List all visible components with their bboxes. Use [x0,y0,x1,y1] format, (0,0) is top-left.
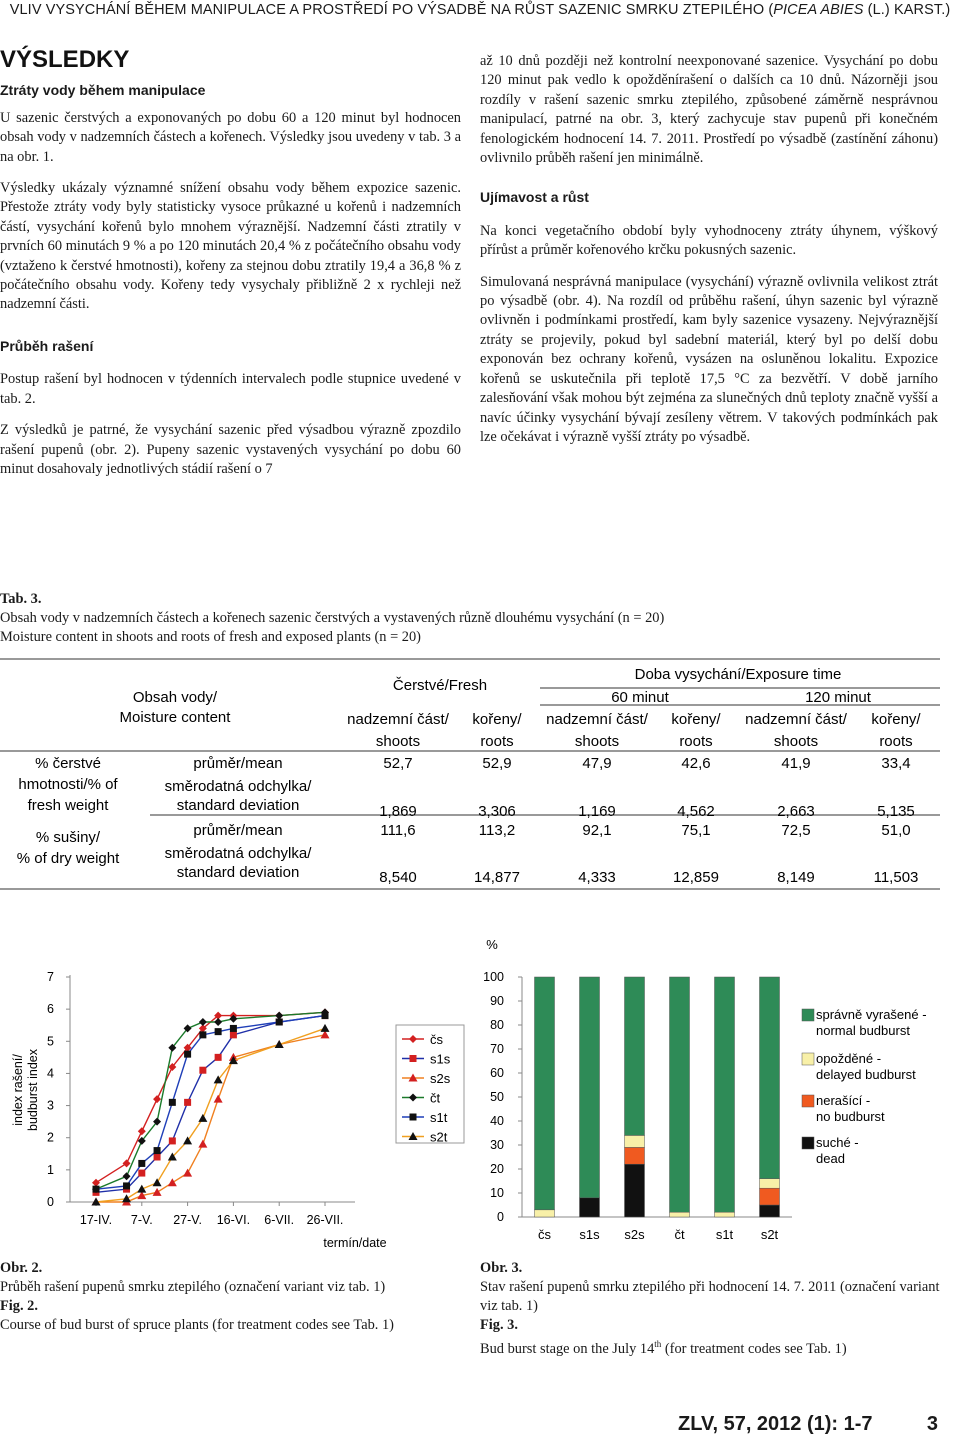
table-row-label-sd: směrodatná odchylka/ standard deviation [164,845,312,881]
y-tick-label: 1 [47,1162,54,1177]
table-row-label-mean: průměr/mean [193,755,283,772]
budburst-line-chart [0,935,470,1260]
table-row-groups [17,755,312,881]
data-point-s2t [137,1185,146,1193]
subheading-budburst: Průběh rašení [0,337,94,354]
table-roots-header: kořeny/ roots [671,711,721,750]
x-axis-title: termín/date [323,1236,387,1250]
table-cell: 111,6 [380,822,416,839]
data-point-s2s [153,1188,162,1196]
data-point-s2t [321,1024,330,1032]
section-title: VÝSLEDKY [0,46,130,73]
table-cell: 12,859 [673,869,719,886]
data-point-s2t [153,1178,162,1186]
data-point-s1t [199,1031,206,1038]
table-cell: 33,4 [881,755,911,772]
series-line-s2s [96,1035,325,1202]
x-tick-label: s2s [624,1227,645,1242]
table-svg [0,658,940,890]
data-point-s1t [169,1099,176,1106]
data-point-s2s [198,1140,207,1148]
data-point-čt [199,1018,207,1026]
data-point-s1t [230,1025,237,1032]
y-tick-label: 3 [47,1098,54,1113]
table-cell: 4,562 [677,803,715,820]
legend-label: opožděné -delayed budburst [816,1051,916,1082]
y-tick-label: 70 [490,1042,504,1056]
x-tick-label: 17-IV. [79,1213,113,1227]
legend-label-čt: čt [430,1090,441,1106]
fig2-en-label: Fig. 2. [0,1298,38,1314]
x-tick-label: s1s [579,1227,600,1242]
data-point-s2t [183,1136,192,1144]
y-tick-label: 80 [490,1018,504,1032]
data-point-s1t [184,1051,191,1058]
data-point-čt [214,1018,222,1026]
table-cell: 1,869 [379,803,417,820]
bar-segment-s2t [760,1188,780,1205]
table-cell: 1,169 [578,803,616,820]
fig3-label: Obr. 3. [480,1260,523,1276]
data-point-s1t [154,1147,161,1154]
table-group-fresh-weight: % čerstvé hmotnosti/% of fresh weight [18,755,118,814]
bar-chart-svg [472,935,960,1260]
data-point-s1s [184,1099,191,1106]
legend-label-s2t: s2t [430,1129,448,1145]
bar-segment-s1t [715,1212,735,1217]
data-point-s2s [214,1095,223,1103]
x-tick-label: 7-V. [130,1213,153,1227]
legend-label-čs: čs [430,1032,443,1047]
data-point-čt [275,1012,283,1020]
table-cell: 11,503 [873,869,919,886]
table-roots-header: kořeny/ roots [472,711,522,750]
y-tick-label: 0 [497,1210,504,1224]
table-cell: 5,135 [877,803,915,820]
table-label: Tab. 3. [0,591,42,607]
data-point-čt [123,1172,131,1180]
table-cell: 41,9 [781,755,811,772]
paragraph: U sazenic čerstvých a exponovaných po dobu 60 a 120 minut byl hodnocen obsah vody v nadzemních částech a kořenech. Výsledky jsou uvedeny v tab. 3 a na obr. 1. [0,109,461,165]
paragraph: až 10 dnů později než kontrolní neexponované sazenice. Vysychání po dobu 120 minut pak vedlo k opožděnírašení o dalších ca 10 dnů. Názorněji jsou rozdíly v rašení sazenic smrku ztepilého, způsobené záměrně nesprávnou manipulací, patrné na obr. 3, který zachycuje stav pupenů při konečném fenologickém hodnocení 14. 7. 2011. Prostředí po výsadbě (zastínění záhonu) ovlivnilo průběh rašení jen minimálně. [480,53,938,167]
series-line-s2t [96,1028,325,1202]
table-shoots-header: nadzemní část/ shoots [347,711,449,750]
data-point-čs [123,1159,131,1167]
table-caption-cz: Obsah vody v nadzemních částech a kořenech sazenic čerstvých a vystavených různě dlouhému vysychání (n = 20) [0,610,665,626]
y-tick-label: 30 [490,1138,504,1152]
table-60min-header: 60 minut [611,689,669,706]
bar-segment-s2t [760,1205,780,1217]
legend-label-s2s: s2s [430,1071,451,1086]
fig3-caption [480,1259,940,1359]
data-point-čs [138,1127,146,1135]
data-point-s1t [93,1186,100,1193]
legend-marker-s1s [410,1055,417,1062]
table-caption [0,590,960,647]
paragraph: Z výsledků je patrné, že vysychání sazenic před výsadbou výrazně zpozdilo rašení pupenů (obr. 2). Pupeny sazenic vystavených vysychání po dobu 60 minut dosahovaly jednotlivých stádií rašení o 7 [0,422,461,477]
table-cell: 113,2 [478,822,516,839]
bar-segment-s2s [625,1147,645,1164]
legend-label: správně vyrašené -normal budburst [816,1007,927,1038]
legend-swatch [802,1095,814,1107]
fig3-en-label: Fig. 3. [480,1317,518,1333]
x-tick-label: čt [674,1227,685,1242]
table-cell: 92,1 [582,822,612,839]
right-column [480,52,938,447]
table-cells [379,755,918,886]
y-axis-title: % [486,937,498,952]
x-tick-label: 26-VII. [306,1213,344,1227]
y-tick-label: 20 [490,1162,504,1176]
paragraph: Výsledky ukázaly významné snížení obsahu vody během expozice sazenic. Přestože ztráty vody byly statisticky vysoce průkazné u kořenů i nadzemních částí, vysychání kořenů bylo mnohem výraznější. Nadzemní části ztratily v prvních 60 minutách 9 % a po 120 minutách 20,4 % z počátečního obsahu vody (vztaženo k čerstvé hmotnosti), kořeny za stejnou dobu ztratily 19,4 a 36,8 % z počátečního obsahu vody. Kořeny tedy vysychaly přibližně 2 x rychleji než nadzemní části. [0,180,461,313]
left-column [0,46,461,479]
data-point-s2t [198,1114,207,1122]
table-exposure-header: Doba vysychání/Exposure time [634,666,842,683]
y-tick-label: 4 [47,1066,54,1081]
bar-segment-s2t [760,977,780,1179]
subheading-water-loss: Ztráty vody během manipulace [0,82,206,99]
data-point-s1t [215,1028,222,1035]
y-tick-label: 90 [490,994,504,1008]
data-point-s1s [215,1054,222,1061]
data-point-s2s [183,1169,192,1177]
table-cell: 52,9 [482,755,512,772]
table-cell: 14,877 [474,869,520,886]
table-cell: 75,1 [681,822,711,839]
legend-swatch [802,1137,814,1149]
fig2-caption-cz: Průběh rašení pupenů smrku ztepilého (označení variant viz tab. 1) [0,1279,386,1295]
bar-segment-s2s [625,977,645,1135]
data-point-s1s [169,1137,176,1144]
x-tick-label: 16-VI. [216,1213,251,1227]
y-tick-label: 10 [490,1186,504,1200]
data-point-čs [153,1095,161,1103]
y-tick-label: 2 [47,1130,54,1145]
legend-swatch [802,1053,814,1065]
x-tick-label: s1t [715,1227,734,1242]
data-point-s1t [276,1019,283,1026]
bar-segment-čs [535,977,555,1210]
table-120min-header: 120 minut [805,689,871,706]
table-cell: 8,149 [777,869,815,886]
y-axis-title: index rašení/budburst index [11,1048,40,1132]
table-shoots-header: nadzemní část/ shoots [546,711,648,750]
bar-segment-s1s [580,977,600,1198]
table-row-label-mean: průměr/mean [193,822,283,839]
journal-citation: ZLV, 57, 2012 (1): 1-7 [678,1413,873,1435]
data-point-s1s [138,1170,145,1177]
legend-label-s1s: s1s [430,1051,451,1067]
fig2-caption-en: Course of bud burst of spruce plants (for treatment codes see Tab. 1) [0,1317,394,1333]
bar-segment-s1s [580,1198,600,1217]
table-cell: 72,5 [781,822,811,839]
bar-segment-s2s [625,1164,645,1217]
paragraph: Postup rašení byl hodnocen v týdenních intervalech podle stupnice uvedené v tab. 2. [0,371,461,407]
bar-segment-čs [535,1210,555,1217]
fig3-caption-en: Bud burst stage on the July 14th (for treatment codes see Tab. 1) [480,1339,847,1357]
fig2-caption [0,1259,470,1335]
y-tick-label: 6 [47,1002,54,1017]
table-cell: 3,306 [478,803,516,820]
results-table [0,658,940,890]
bar-segment-s1t [715,977,735,1212]
data-point-s1s [230,1031,237,1038]
data-point-s1s [199,1067,206,1074]
paragraph: Simulovaná nesprávná manipulace (vysychání) výrazně ovlivnila velikost ztrát po výsadbě (obr. 4). Na rozdíl od průběhu rašení, úhyn sazenic byl výrazně ovlivněn i podmínkami prostředí, kam byly sazenice vysazeny. Nejvýraznější ztráty se projevily, pokud byl sadební materiál, který byl po delší dobu exponován bez ochrany kořenů, vysázen na osluněnou lokalitu. Expozice kořenů se uskutečnila při teplotě 17,5 °C za bezvětří. V době jarního zalesňování však mohou být zejména za slunečných dnů teploty značně vyšší a navíc účinky vysychání bývají zesíleny větrem. V takových podmínkách pak lze očekávat i výrazně vyšší ztráty po výsadbě. [480,273,938,445]
table-cell: 42,6 [681,755,711,772]
table-roots-header: kořeny/ roots [871,711,921,750]
fig2-label: Obr. 2. [0,1260,43,1276]
y-tick-label: 60 [490,1066,504,1080]
data-point-s1t [123,1182,130,1189]
budburst-bar-chart [472,935,960,1260]
x-tick-label: 6-VII. [264,1213,295,1227]
y-tick-label: 40 [490,1114,504,1128]
table-shoots-header: nadzemní část/ shoots [745,711,847,750]
table-caption-en: Moisture content in shoots and roots of fresh and exposed plants (n = 20) [0,629,421,645]
data-point-s1s [154,1154,161,1161]
page-footer [670,1409,960,1447]
legend-marker-s1t [410,1114,417,1121]
table-subheaders [347,711,921,750]
y-tick-label: 5 [47,1034,54,1049]
table-cell: 51,0 [881,822,911,839]
x-tick-label: 27-V. [173,1213,202,1227]
table-cell: 52,7 [383,755,413,772]
subheading-survival: Ujímavost a růst [480,189,589,206]
data-point-s1t [322,1012,329,1019]
legend-swatch [802,1009,814,1021]
header-title: VLIV VYSYCHÁNÍ BĚHEM MANIPULACE A PROSTŘEDÍ PO VÝSADBĚ NA RŮST SAZENIC SMRKU ZTEPILÉHO (PICEA ABIES (L.) KARST.) [9,2,951,18]
x-tick-label: s2t [760,1227,779,1242]
legend-label: suché -dead [816,1135,859,1166]
y-tick-label: 100 [483,970,504,984]
bar-segment-s2t [760,1179,780,1189]
running-header [0,0,960,26]
legend-label: nerašící -no budburst [816,1093,885,1124]
y-tick-label: 50 [490,1090,504,1104]
table-row-label-sd: směrodatná odchylka/ standard deviation [164,778,312,814]
table-cell: 47,9 [582,755,612,772]
table-group-dry-weight: % sušiny/ % of dry weight [16,829,120,867]
page-number: 3 [926,1413,938,1435]
y-tick-label: 0 [47,1195,54,1209]
legend-label-s1t: s1t [430,1110,448,1125]
x-tick-label: čs [538,1227,551,1242]
bar-segment-čt [670,1212,690,1217]
data-point-s2t [122,1194,131,1202]
bar-segment-čt [670,977,690,1212]
paragraph: Na konci vegetačního období byly vyhodnoceny ztráty úhynem, výškový přírůst a průměr kořenového krčku pokusných sazenic. [480,222,938,259]
y-tick-label: 7 [47,970,54,984]
line-chart-svg [0,935,470,1260]
table-cell: 8,540 [379,869,417,886]
bar-segment-s2s [625,1135,645,1147]
fig3-caption-cz: Stav rašení pupenů smrku ztepilého při hodnocení 14. 7. 2011 (označení variant viz tab. 1) [480,1279,940,1314]
data-point-s2s [168,1178,177,1186]
data-point-s1t [138,1160,145,1167]
table-corner: Obsah vody/ Moisture content [119,689,231,726]
table-fresh-header: Čerstvé/Fresh [392,677,488,694]
table-cell: 2,663 [777,803,815,820]
table-cell: 4,333 [578,869,616,886]
